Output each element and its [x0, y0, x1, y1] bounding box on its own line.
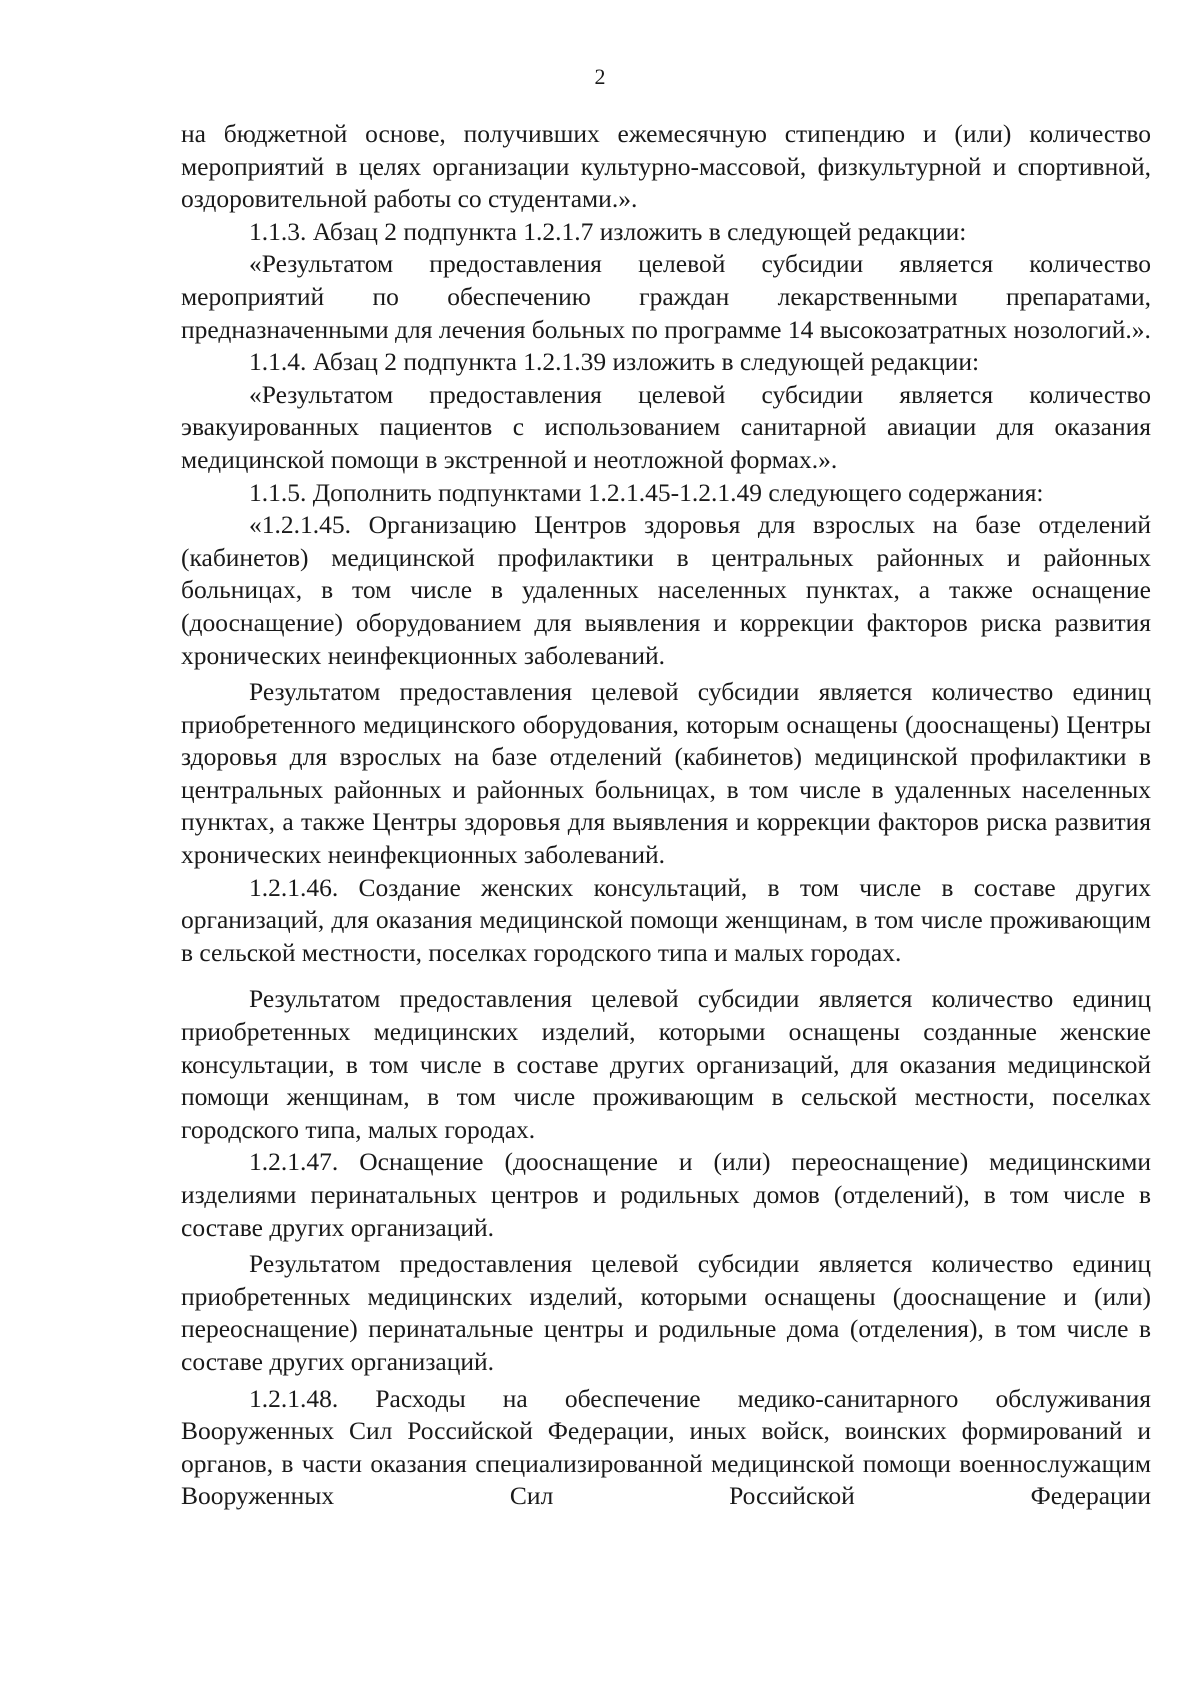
paragraph-quote-1-2-1-39: «Результатом предоставления целевой субсидии является количество эвакуированных пациентов с использованием санитарной авиации для оказания медицинской помощи в экстренной и неотложной формах.».	[181, 379, 1151, 474]
paragraph-1-2-1-47: 1.2.1.47. Оснащение (дооснащение и (или) переоснащение) медицинскими изделиями перинатальных центров и родильных домов (отделений), в том числе в составе других организаций.	[181, 1147, 1151, 1242]
paragraph-result-1-2-1-46: Результатом предоставления целевой субсидии является количество единиц приобретенных медицинских изделий, которыми оснащены созданные женские консультации, в том числе в составе других организаций, для оказания медицинской помощи женщинам, в том числе проживающим в сельской местности, поселках городского типа, малых городах.	[181, 984, 1151, 1144]
paragraph-quote-1-2-1-7: «Результатом предоставления целевой субсидии является количество мероприятий по обеспечению граждан лекарственными препаратами, предназначенными для лечения больных по программе 14 высокозатратных нозологий.».	[181, 249, 1151, 344]
document-body	[181, 118, 1151, 1513]
paragraph-result-1-2-1-47: Результатом предоставления целевой субсидии является количество единиц приобретенных медицинских изделий, которыми оснащены (дооснащение и (или) переоснащение) перинатальные центры и родильные дома (отделения), в том числе в составе других организаций.	[181, 1249, 1151, 1376]
paragraph-item-1-1-5: 1.1.5. Дополнить подпунктами 1.2.1.45-1.2.1.49 следующего содержания:	[249, 477, 1044, 507]
page-number: 2	[594, 64, 606, 89]
paragraph-1-2-1-48: 1.2.1.48. Расходы на обеспечение медико-санитарного обслуживания Вооруженных Сил Российской Федерации, иных войск, воинских формирований и органов, в части оказания специализированной медицинской помощи военнослужащим Вооруженных Сил Российской Федерации	[181, 1383, 1151, 1511]
paragraph-item-1-1-3: 1.1.3. Абзац 2 подпункта 1.2.1.7 изложить в следующей редакции:	[249, 216, 967, 246]
paragraph-item-1-1-4: 1.1.4. Абзац 2 подпункта 1.2.1.39 изложить в следующей редакции:	[249, 347, 980, 377]
paragraph-1-2-1-45: «1.2.1.45. Организацию Центров здоровья для взрослых на базе отделений (кабинетов) медицинской профилактики в центральных районных и районных больницах, в том числе в удаленных населенных пунктах, а также оснащение (дооснащение) оборудованием для выявления и коррекции факторов риска развития хронических неинфекционных заболеваний.	[181, 510, 1151, 670]
paragraph-result-1-2-1-45: Результатом предоставления целевой субсидии является количество единиц приобретенного медицинского оборудования, которым оснащены (дооснащены) Центры здоровья для взрослых на базе отделений (кабинетов) медицинской профилактики в центральных районных и районных больницах, в том числе в удаленных населенных пунктах, а также Центры здоровья для выявления и коррекции факторов риска развития хронических неинфекционных заболеваний.	[181, 677, 1151, 870]
paragraph-1-2-1-46: 1.2.1.46. Создание женских консультаций, в том числе в составе других организаций, для оказания медицинской помощи женщинам, в том числе проживающим в сельской местности, поселках городского типа и малых городах.	[181, 872, 1151, 967]
paragraph-continuation: на бюджетной основе, получивших ежемесячную стипендию и (или) количество мероприятий в целях организации культурно-массовой, физкультурной и спортивной, оздоровительной работы со студентами.».	[181, 119, 1151, 214]
